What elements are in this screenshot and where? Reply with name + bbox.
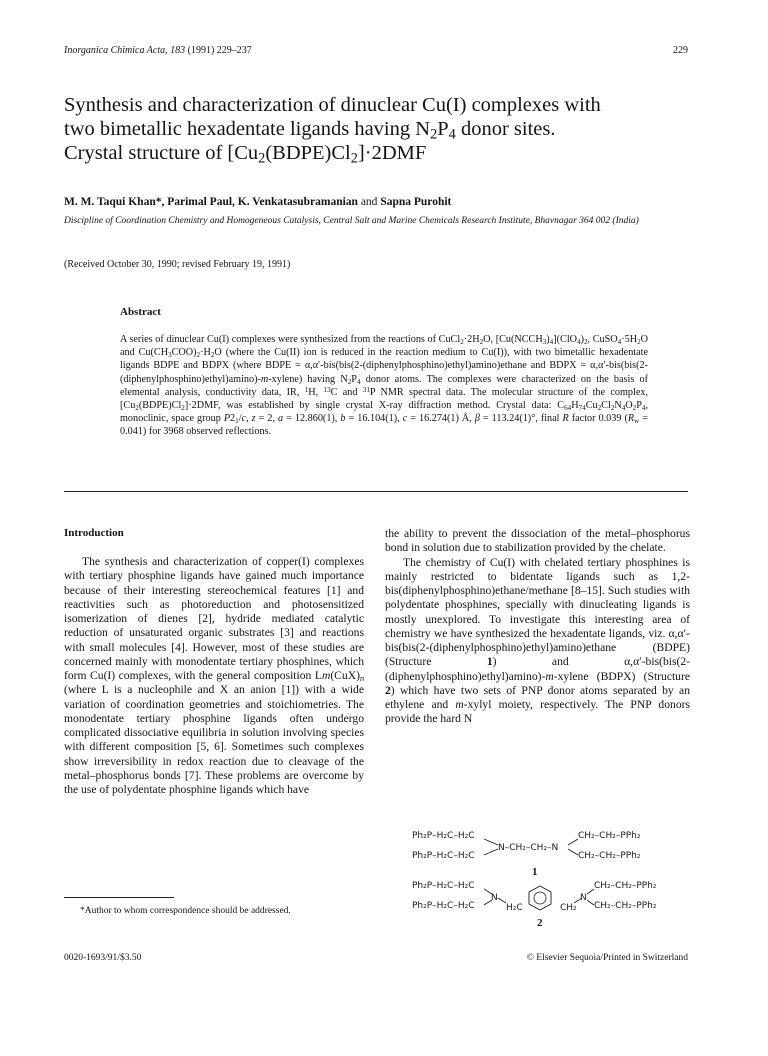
s1-top-right-arm: CH₂–CH₂–PPh₂ [578,831,641,841]
s1-bottom-left-arm: Ph₂P–H₂C–H₂C [412,851,475,861]
s2-bottom-right-arm: CH₂–CH₂–PPh₂ [594,901,657,911]
title-line-1: Synthesis and characterization of dinuclear Cu(I) complexes with [64,94,601,116]
article-title [64,93,704,165]
s2-bottom-left-arm: Ph₂P–H₂C–H₂C [412,901,475,911]
s1-top-left-arm: Ph₂P–H₂C–H₂C [412,831,475,841]
corresponding-author-footnote: *Author to whom correspondence should be addressed. [80,906,291,916]
authors-main: M. M. Taqui Khan*, Parimal Paul, K. Venkatasubramanian [64,196,358,208]
s1-bottom-right-arm: CH₂–CH₂–PPh₂ [578,851,641,861]
authors-last: Sapna Purohit [380,196,452,208]
s2-right-methylene: CH₂ [560,903,577,913]
chemical-structures [412,830,712,930]
publisher-line: © Elsevier Sequoia/Printed in Switzerland [526,953,688,963]
intro-paragraph-1-continued: the ability to prevent the dissociation of the metal–phosphorus bond in solution due to stabilization provided by the chelate. [385,527,690,555]
received-dates: (Received October 30, 1990; revised February 19, 1991) [64,259,291,270]
structure-1 [412,831,641,878]
author-list [64,196,451,208]
journal-volume: 183 [170,45,186,56]
s2-left-nitrogen: N [491,893,498,903]
page-number: 229 [673,45,688,56]
s1-ethylene-bridge: N–CH₂–CH₂–N [498,843,559,853]
s2-left-methylene: H₂C [506,903,523,913]
s2-top-right-arm: CH₂–CH₂–PPh₂ [594,881,657,891]
right-column [385,527,690,727]
benzene-ring-icon [529,886,551,910]
issn-price: 0020-1693/91/$3.50 [64,953,142,963]
left-column [64,527,364,797]
journal-name: Inorganica Chimica Acta, [64,45,168,56]
structure-2-label: 2 [537,917,543,929]
abstract-body: A series of dinuclear Cu(I) complexes were synthesized from the reactions of $CuCl_2\cdot 2H_2O$, $[Cu(NCCH_3)_4](ClO_4)_2$, $CuSO_4\cdot 5H_2O$ and $Cu(CH_3COO)_2\cdot H_2O$ (where the Cu(II) ion is reduced in the reaction medium to Cu(I)), with two bimetallic hexadentate ligands BDPE and BDPX (where BDPE = α,α′-bis(bis(2-(diphenylphosphino)ethyl)amino)ethane and BDPX = α,α′-bis(bis(2-(diphenylphosphino)ethyl)amino)-m-xylene) having $N_2P_4$ donor atoms. The complexes were characterized on the basis of elemental analysis, conductivity data, IR, $^1$H, $^{13}$C and $^{31}$P NMR spectral data. The molecular structure of the complex, $[Cu_2(BDPE)Cl_2]\cdot 2DMF$, was established by single crystal X-ray diffraction method. Crystal data: $C_{64}H_{74}Cu_2Cl_2N_4O_2P_4$, monoclinic, space group $P2_1/c$, z = 2, a = 12.860(1), b = 16.104(1), c = 16.274(1) Å, β = 113.24(1)°, final R factor 0.039 $(R_w = 0.041)$ for 3968 observed reflections. [120,334,649,438]
intro-paragraph-2: The chemistry of Cu(I) with chelated tertiary phosphines is mainly restricted to bidentate ligands such as 1,2-bis(diphenylphosphino)ethane/methane [8–15]. Such studies with polydentate phosphines, specially with dinucleating ligands is mostly unexplored. To investigate this interesting area of chemistry we have synthesized the hexadentate ligands, viz. α,α′-bis(bis(2-(diphenylphosphino)ethyl)amino)ethane (BDPE) (Structure 1) and α,α′-bis(bis(2-(diphenylphosphino)ethyl)amino)-m-xylene (BDPX) (Structure 2) which have two sets of PNP donor atoms separated by an ethylene and m-xylyl moiety, respectively. The PNP donors provide the hard N [385,555,690,726]
section-divider [64,491,688,492]
s2-top-left-arm: Ph₂P–H₂C–H₂C [412,881,475,891]
structure-2 [412,881,657,929]
structure-1-label: 1 [532,866,538,878]
title-line-3: Crystal structure of $[Cu_2(BDPE)Cl_2]\cdot 2DMF$ [64,142,427,167]
journal-year-pages: (1991) 229–237 [187,45,252,56]
journal-citation [64,45,252,56]
footnote-divider [64,897,174,898]
introduction-heading: Introduction [64,527,124,539]
abstract-heading: Abstract [120,306,161,318]
s2-right-nitrogen: N [580,893,587,903]
title-line-2: two bimetallic hexadentate ligands having $N_2P_4$ donor sites. [64,118,556,143]
authors-and: and [357,196,381,208]
intro-paragraph-1: The synthesis and characterization of copper(I) complexes with tertiary phosphine ligands have gained much importance because of their interesting stereochemical features [1] and reactivities such as photoreduction and photosensitized isomerization of dienes [2], hydride mediated catalytic reduction of unsaturated organic substrates [3] and reactions with small molecules [4]. However, most of these studies are concerned mainly with monodentate tertiary phosphines, which form Cu(I) complexes, with the general composition $Lm(CuX)_n$ (where L is a nucleophile and X an anion [1]) with a wide variation of coordination geometries and stoichiometries. The monodentate tertiary phosphine ligands often undergo complicated dissociative equilibria in solution involving species with different composition [5, 6]. Sometimes such complexes show irreversibility in redox reaction due to cleavage of the metal–phosphorus bonds [7]. These problems are overcome by the use of polydentate phosphine ligands which have [64,555,364,796]
affiliation: Discipline of Coordination Chemistry and Homogeneous Catalysis, Central Salt and Marine Chemicals Research Institute, Bhavnagar 364 002 (India) [64,216,639,226]
